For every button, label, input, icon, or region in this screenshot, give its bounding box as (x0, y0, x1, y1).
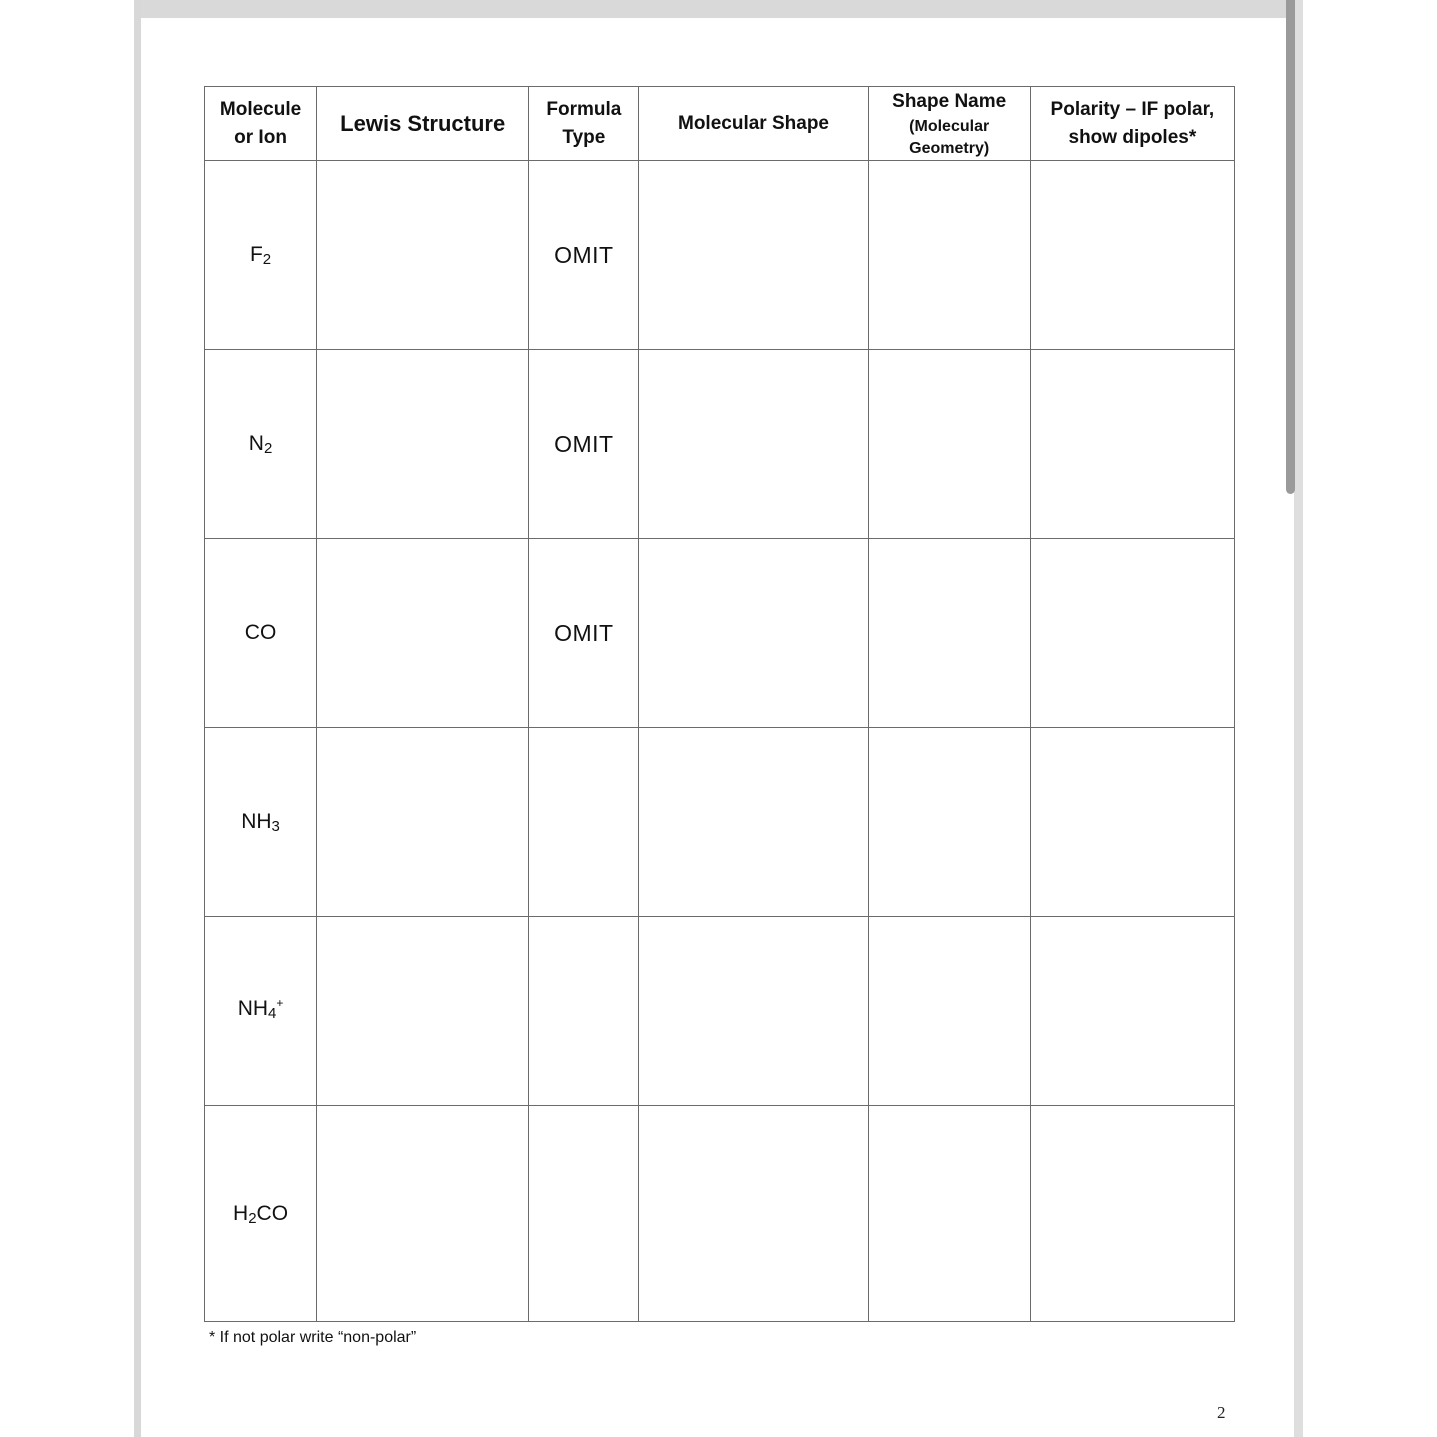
shape-name-cell[interactable] (868, 917, 1030, 1106)
molecule-cell: $N_2$ (205, 350, 317, 539)
scrollbar-thumb[interactable] (1286, 0, 1295, 494)
polarity-cell[interactable] (1030, 917, 1234, 1106)
shape-cell[interactable] (639, 161, 868, 350)
table-row (205, 161, 1235, 350)
molecule-cell: $F_2$ (205, 161, 317, 350)
polarity-cell[interactable] (1030, 1106, 1234, 1322)
shape-name-cell[interactable] (868, 539, 1030, 728)
lewis-cell[interactable] (317, 350, 529, 539)
polarity-cell[interactable] (1030, 539, 1234, 728)
molecule-cell: $H_2CO$ (205, 1106, 317, 1322)
formula-type-cell: OMIT (529, 350, 639, 539)
header-molecular-shape: Molecular Shape (639, 87, 868, 161)
lewis-cell[interactable] (317, 1106, 529, 1322)
lewis-cell[interactable] (317, 539, 529, 728)
header-shape-name: Shape Name (Molecular Geometry) (868, 87, 1030, 161)
header-molecule: Molecule or Ion (205, 87, 317, 161)
page-number: 2 (1217, 1403, 1226, 1422)
viewer-left-gutter (134, 0, 141, 1437)
polarity-cell[interactable] (1030, 350, 1234, 539)
shape-name-cell[interactable] (868, 350, 1030, 539)
formula-type-cell[interactable] (529, 1106, 639, 1322)
shape-cell[interactable] (639, 350, 868, 539)
header-lewis-structure: Lewis Structure (317, 87, 529, 161)
viewer-right-gutter (1294, 0, 1303, 1437)
header-row (205, 87, 1235, 161)
shape-cell[interactable] (639, 539, 868, 728)
lewis-cell[interactable] (317, 917, 529, 1106)
formula-type-cell[interactable] (529, 728, 639, 917)
molecule-cell: CO (205, 539, 317, 728)
shape-name-cell[interactable] (868, 728, 1030, 917)
formula-type-cell[interactable] (529, 917, 639, 1106)
polarity-cell[interactable] (1030, 161, 1234, 350)
shape-name-cell[interactable] (868, 1106, 1030, 1322)
table-row (205, 539, 1235, 728)
polarity-cell[interactable] (1030, 728, 1234, 917)
worksheet-table (204, 86, 1235, 1322)
table-row (205, 1106, 1235, 1322)
header-formula-type: Formula Type (529, 87, 639, 161)
shape-cell[interactable] (639, 1106, 868, 1322)
viewer-top-bar (134, 0, 1303, 18)
formula-type-cell: OMIT (529, 539, 639, 728)
lewis-cell[interactable] (317, 161, 529, 350)
lewis-cell[interactable] (317, 728, 529, 917)
formula-type-cell: OMIT (529, 161, 639, 350)
document-page (141, 18, 1286, 1437)
shape-cell[interactable] (639, 728, 868, 917)
table-row (205, 350, 1235, 539)
table-row (205, 917, 1235, 1106)
shape-cell[interactable] (639, 917, 868, 1106)
molecule-cell: $NH_4^+$ (205, 917, 317, 1106)
molecule-cell: $NH_3$ (205, 728, 317, 917)
shape-name-cell[interactable] (868, 161, 1030, 350)
footnote: * If not polar write “non-polar” (209, 1329, 417, 1346)
table-row (205, 728, 1235, 917)
header-polarity: Polarity – IF polar, show dipoles* (1030, 87, 1234, 161)
